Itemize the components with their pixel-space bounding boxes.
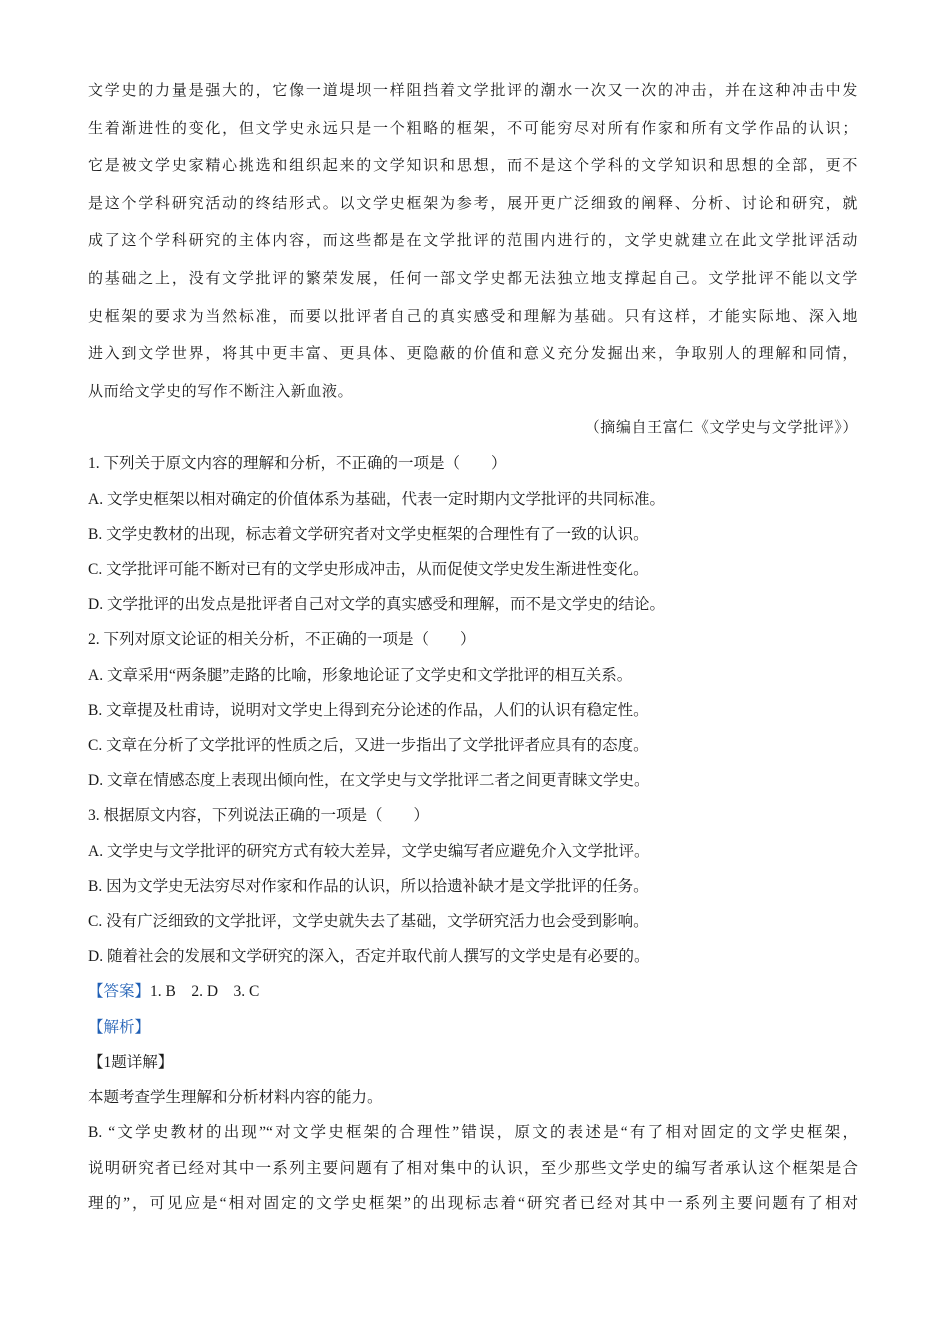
analysis-text-line: 说明研究者已经对其中一系列主要问题有了相对集中的认识，至少那些文学史的编写者承认这个框架是合 (88, 1159, 858, 1177)
option-b: B. 因为文学史无法穷尽对作家和作品的认识，所以拾遗补缺才是文学批评的任务。 (88, 877, 649, 895)
option-c: C. 文学批评可能不断对已有的文学史形成冲击，从而促使文学史发生渐进性变化。 (88, 560, 649, 578)
option-a: A. 文章采用“两条腿”走路的比喻，形象地论证了文学史和文学批评的相互关系。 (88, 666, 633, 684)
question-2 (88, 622, 858, 798)
analysis-line (88, 1010, 858, 1045)
passage-line: 文学史的力量是强大的，它像一道堤坝一样阻挡着文学批评的潮水一次又一次的冲击，并在这种冲击中发 (88, 81, 858, 99)
passage-line: 它是被文学史家精心挑选和组织起来的文学知识和思想，而不是这个学科的文学知识和思想的全部，更不 (88, 156, 858, 175)
passage-source: （摘编自王富仁《文学史与文学批评》） (584, 418, 858, 437)
reading-passage (88, 72, 858, 410)
answer-text: 1. B 2. D 3. C (150, 983, 260, 1001)
option-d: D. 文章在情感态度上表现出倾向性，在文学史与文学批评二者之间更青睐文学史。 (88, 772, 650, 790)
question-stem: 1. 下列关于原文内容的理解和分析，不正确的一项是（ ） (88, 455, 507, 473)
passage-line: 生着渐进性的变化，但文学史永远只是一个粗略的框架，不可能穷尽对所有作家和所有文学作品的认识； (88, 118, 858, 137)
passage-line: 成了这个学科研究的主体内容，而这些都是在文学批评的范围内进行的，文学史就建立在此文学批评活动 (88, 231, 858, 250)
answer-line (88, 974, 858, 1009)
analysis-body (88, 1115, 858, 1222)
option-a: A. 文学史框架以相对确定的价值体系为基础，代表一定时期内文学批评的共同标准。 (88, 490, 665, 508)
analysis-label: 【解析】 (88, 1018, 151, 1036)
analysis-text-line: B. “文学史教材的出现”“对文学史框架的合理性”错误，原文的表述是“有了相对固定的文学史框架， (88, 1124, 858, 1142)
document-page (88, 72, 858, 1222)
question-stem: 3. 根据原文内容，下列说法正确的一项是（ ） (88, 807, 430, 825)
analysis-text-line: 理的”，可见应是“相对固定的文学史框架”的出现标志着“研究者已经对其中一系列主要问题有了相对 (88, 1195, 858, 1213)
answer-label: 【答案】 (88, 983, 151, 1001)
analysis-intro: 本题考查学生理解和分析材料内容的能力。 (88, 1089, 383, 1106)
question-1 (88, 446, 858, 622)
q1-detail-heading: 【1题详解】 (88, 1053, 174, 1071)
option-a: A. 文学史与文学批评的研究方式有较大差异，文学史编写者应避免介入文学批评。 (88, 842, 650, 860)
option-c: C. 没有广泛细致的文学批评，文学史就失去了基础，文学研究活力也会受到影响。 (88, 912, 649, 930)
question-3 (88, 798, 858, 974)
passage-line: 是这个学科研究活动的终结形式。以文学史框架为参考，展开更广泛细致的阐释、分析、讨论和研究，就 (88, 193, 858, 212)
option-c: C. 文章在分析了文学批评的性质之后，又进一步指出了文学批评者应具有的态度。 (88, 736, 649, 754)
passage-line: 从而给文学史的写作不断注入新血液。 (88, 381, 354, 400)
passage-line: 史框架的要求为当然标准，而要以批评者自己的真实感受和理解为基础。只有这样，才能实际地、深入地 (88, 306, 858, 325)
passage-line: 的基础之上，没有文学批评的繁荣发展，任何一部文学史都无法独立地支撑起自己。文学批评不能以文学 (88, 268, 858, 287)
passage-line: 进入到文学世界，将其中更丰富、更具体、更隐蔽的价值和意义充分发掘出来，争取别人的理解和同情， (88, 344, 858, 363)
option-b: B. 文学史教材的出现，标志着文学研究者对文学史框架的合理性有了一致的认识。 (88, 525, 649, 543)
option-d: D. 随着社会的发展和文学研究的深入，否定并取代前人撰写的文学史是有必要的。 (88, 948, 650, 966)
option-b: B. 文章提及杜甫诗，说明对文学史上得到充分论述的作品，人们的认识有稳定性。 (88, 701, 649, 719)
question-stem: 2. 下列对原文论证的相关分析，不正确的一项是（ ） (88, 631, 476, 649)
option-d: D. 文学批评的出发点是批评者自己对文学的真实感受和理解，而不是文学史的结论。 (88, 596, 665, 614)
